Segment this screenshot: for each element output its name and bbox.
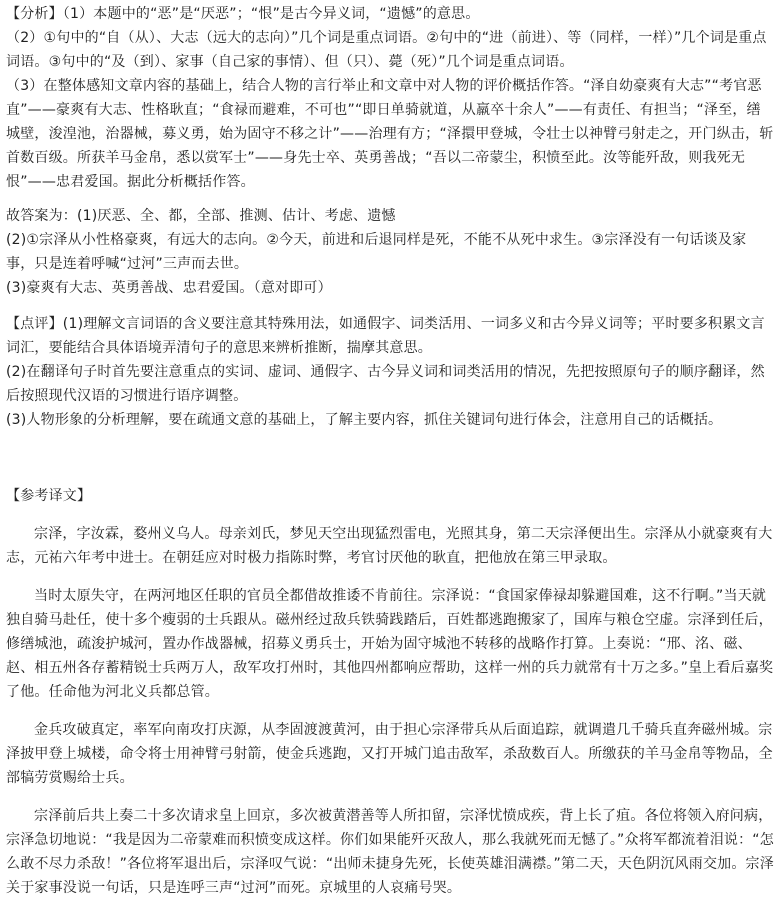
spacer [6, 508, 774, 522]
comment-section [6, 312, 774, 432]
translation-paragraph-1: 宗泽，字汝霖，婺州义乌人。母亲刘氏，梦见天空出现猛烈雷电，光照其身，第二天宗泽便出生。宗泽从小就豪爽有大志，元祐六年考中进士。在朝廷应对时极力指陈时弊，考官讨厌他的耿直，把他放在第三甲录取。 [6, 526, 773, 566]
comment-line-1: 【点评】(1)理解文言词语的含义要注意其特殊用法，如通假字、词类活用、一词多义和古今异义词等；平时要多积累文言词汇，要能结合具体语境弄清句子的意思来辨析推断，揣摩其意思。 [6, 316, 765, 356]
spacer [6, 790, 774, 804]
analysis-paragraph-3: （3）在整体感知文章内容的基础上，结合人物的言行举止和文章中对人物的评价概括作答。“泽自幼豪爽有大志”“考官恶直”——豪爽有大志、性格耿直；“食禄而避难，不可也”“即日单骑就道，从羸卒十余人”——有责任、有担当；“泽至，缮城壁，浚湟池，治器械，募义勇，始为固守不移之计”——治理有方；“泽擐甲登城，令壮士以神臂弓射走之，开门纵击，斩首数百级。所获羊马金帛，悉以赏军士”——身先士卒、英勇善战；“吾以二帝蒙尘，积愤至此。汝等能歼敌，则我死无恨”——忠君爱国。据此分析概括作答。 [6, 78, 774, 190]
spacer [6, 570, 774, 584]
comment-line-2: (2)在翻译句子时首先要注意重点的实词、虚词、通假字、古今异义词和词类活用的情况，先把按照原句子的顺序翻译，然后按照现代汉语的习惯进行语序调整。 [6, 364, 765, 404]
spacer [6, 194, 774, 204]
answer-line-2: (2)①宗泽从小性格豪爽，有远大的志向。②今天，前进和后退同样是死，不能不从死中求生。③宗泽没有一句话谈及家事，只是连着呼喊“过河”三声而去世。 [6, 232, 747, 272]
spacer [6, 704, 774, 718]
answer-line-1: 故答案为：(1)厌恶、全、都，全部、推测、估计、考虑、遗憾 [6, 208, 396, 224]
translation-heading: 【参考译文】 [6, 488, 92, 504]
spacer [6, 432, 774, 484]
translation-paragraph-3: 金兵攻破真定，率军向南攻打庆源，从李固渡渡黄河，由于担心宗泽带兵从后面追踪，就调遣几千骑兵直奔磁州城。宗泽披甲登上城楼，命令将士用神臂弓射箭，使金兵逃跑，又打开城门追击敌军，杀敌数百人。所缴获的羊马金帛等物品，全部犒劳赏赐给士兵。 [6, 722, 773, 786]
answer-section [6, 204, 774, 300]
analysis-section [6, 2, 774, 194]
translation-section [6, 484, 774, 900]
answer-line-3: (3)豪爽有大志、英勇善战、忠君爱国。（意对即可） [6, 280, 332, 296]
spacer [6, 300, 774, 312]
translation-paragraph-2: 当时太原失守，在两河地区任职的官员全都借故推诿不肯前往。宗泽说：“食国家俸禄却躲避国难，这不行啊。”当天就独自骑马赴任，使十多个瘦弱的士兵跟从。磁州经过敌兵铁骑践踏后，百姓都逃跑搬家了，国库与粮仓空虚。宗泽到任后，修缮城池，疏浚护城河，置办作战器械，招募义勇兵士，开始为固守城池不转移的战略作打算。上奏说：“邢、洺、磁、赵、相五州各存蓄精锐士兵两万人，敌军攻打州时，其他四州都响应帮助，这样一州的兵力就常有十万之多。”皇上看后嘉奖了他。任命他为河北义兵都总管。 [6, 588, 774, 700]
comment-line-3: (3)人物形象的分析理解，要在疏通文意的基础上，了解主要内容，抓住关键词句进行体会，注意用自己的话概括。 [6, 412, 723, 428]
analysis-paragraph-1: 【分析】（1）本题中的“恶”是“厌恶”；“恨”是古今异义词，“遗憾”的意思。 [6, 6, 480, 22]
translation-paragraph-4: 宗泽前后共上奏二十多次请求皇上回京，多次被黄潜善等人所扣留，宗泽忧愤成疾，背上长了疽。各位将领入府问病，宗泽急切地说：“我是因为二帝蒙难而积愤变成这样。你们如果能歼灭敌人，那么我就死而无憾了。”众将军都流着泪说：“怎么敢不尽力杀敌！”各位将军退出后，宗泽叹气说：“出师未捷身先死，长使英雄泪满襟。”第二天，天色阴沉风雨交加。宗泽关于家事没说一句话，只是连呼三声“过河”而死。京城里的人哀痛号哭。 [6, 808, 774, 896]
analysis-paragraph-2: （2）①句中的“自（从）、大志（远大的志向）”几个词是重点词语。②句中的“进（前进）、等（同样，一样）”几个词是重点词语。③句中的“及（到）、家事（自己家的事情）、但（只）、薨（死）”几个词是重点词语。 [6, 30, 767, 70]
